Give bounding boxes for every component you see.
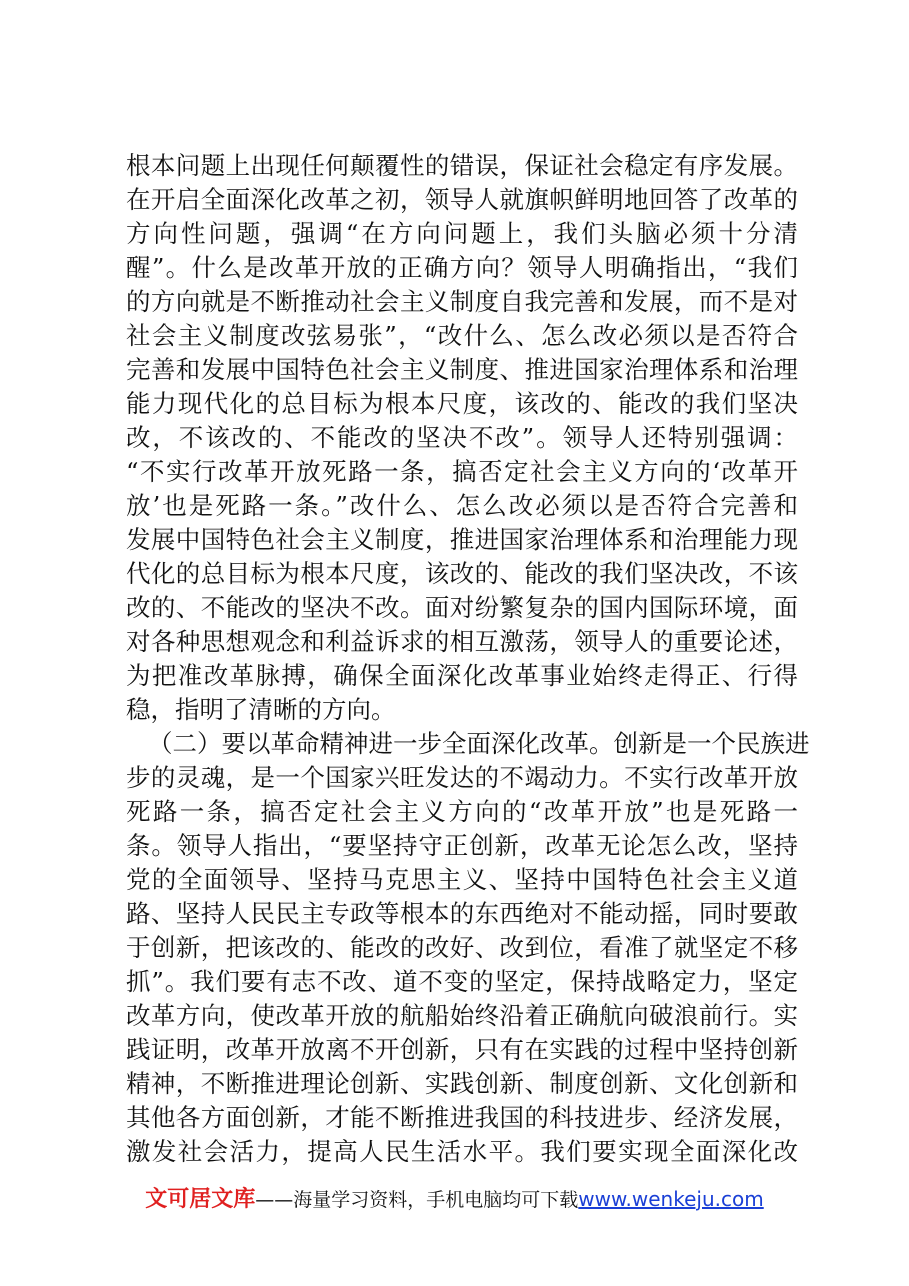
footer-brand: 文可居文库 bbox=[145, 1187, 256, 1212]
footer-banner bbox=[0, 1182, 909, 1214]
body-line: 稳，指明了清晰的方向。 bbox=[126, 695, 396, 724]
body-line: 精神，不断推进理论创新、实践创新、制度创新、文化创新和 bbox=[126, 1069, 798, 1098]
body-line: 于创新，把该改的、能改的改好、改到位，看准了就坚定不移 bbox=[126, 933, 798, 962]
body-line: 对各种思想观念和利益诉求的相互激荡，领导人的重要论述， bbox=[126, 627, 798, 656]
body-line: 代化的总目标为根本尺度，该改的、能改的我们坚决改，不该 bbox=[126, 559, 798, 588]
body-line: 改的、不能改的坚决不改。面对纷繁复杂的国内国际环境，面 bbox=[126, 593, 798, 622]
body-line: 死路一条，搞否定社会主义方向的“改革开放”也是死路一 bbox=[126, 797, 798, 826]
body-line: 抓”。我们要有志不改、道不变的坚定，保持战略定力，坚定 bbox=[126, 967, 798, 996]
footer-url-link[interactable]: www.wenkeju.com bbox=[578, 1187, 764, 1211]
body-line: 完善和发展中国特色社会主义制度、推进国家治理体系和治理 bbox=[126, 355, 798, 384]
body-line: 醒”。什么是改革开放的正确方向？领导人明确指出，“我们 bbox=[126, 253, 798, 282]
body-line: 步的灵魂，是一个国家兴旺发达的不竭动力。不实行改革开放 bbox=[126, 763, 798, 792]
body-line: 放’也是死路一条。”改什么、怎么改必须以是否符合完善和 bbox=[126, 491, 798, 520]
body-line: 路、坚持人民民主专政等根本的东西绝对不能动摇，同时要敢 bbox=[126, 899, 798, 928]
body-line: 方向性问题，强调“在方向问题上，我们头脑必须十分清 bbox=[126, 219, 798, 248]
body-line: 为把准改革脉搏，确保全面深化改革事业始终走得正、行得 bbox=[126, 661, 798, 690]
body-line: 其他各方面创新，才能不断推进我国的科技进步、经济发展， bbox=[126, 1103, 798, 1132]
body-line: 在开启全面深化改革之初，领导人就旗帜鲜明地回答了改革的 bbox=[126, 185, 798, 214]
body-line: 能力现代化的总目标为根本尺度，该改的、能改的我们坚决 bbox=[126, 389, 798, 418]
body-line: 社会主义制度改弦易张”，“改什么、怎么改必须以是否符合 bbox=[126, 321, 798, 350]
body-line: 激发社会活力，提高人民生活水平。我们要实现全面深化改 bbox=[126, 1137, 798, 1166]
body-line: 根本问题上出现任何颠覆性的错误，保证社会稳定有序发展。 bbox=[126, 151, 798, 180]
body-line: 改，不该改的、不能改的坚决不改”。领导人还特别强调： bbox=[126, 423, 798, 452]
body-line: 党的全面领导、坚持马克思主义、坚持中国特色社会主义道 bbox=[126, 865, 798, 894]
section-heading-line: （二）要以革命精神进一步全面深化改革。创新是一个民族进 bbox=[148, 729, 810, 758]
footer-tagline: ——海量学习资料，手机电脑均可下载 bbox=[255, 1189, 579, 1211]
body-line: 发展中国特色社会主义制度，推进国家治理体系和治理能力现 bbox=[126, 525, 798, 554]
body-line: “不实行改革开放死路一条，搞否定社会主义方向的‘改革开 bbox=[126, 457, 798, 486]
body-line: 的方向就是不断推动社会主义制度自我完善和发展，而不是对 bbox=[126, 287, 798, 316]
body-line: 条。领导人指出，“要坚持守正创新，改革无论怎么改，坚持 bbox=[126, 831, 798, 860]
body-line: 践证明，改革开放离不开创新，只有在实践的过程中坚持创新 bbox=[126, 1035, 798, 1064]
body-line: 改革方向，使改革开放的航船始终沿着正确航向破浪前行。实 bbox=[126, 1001, 798, 1030]
